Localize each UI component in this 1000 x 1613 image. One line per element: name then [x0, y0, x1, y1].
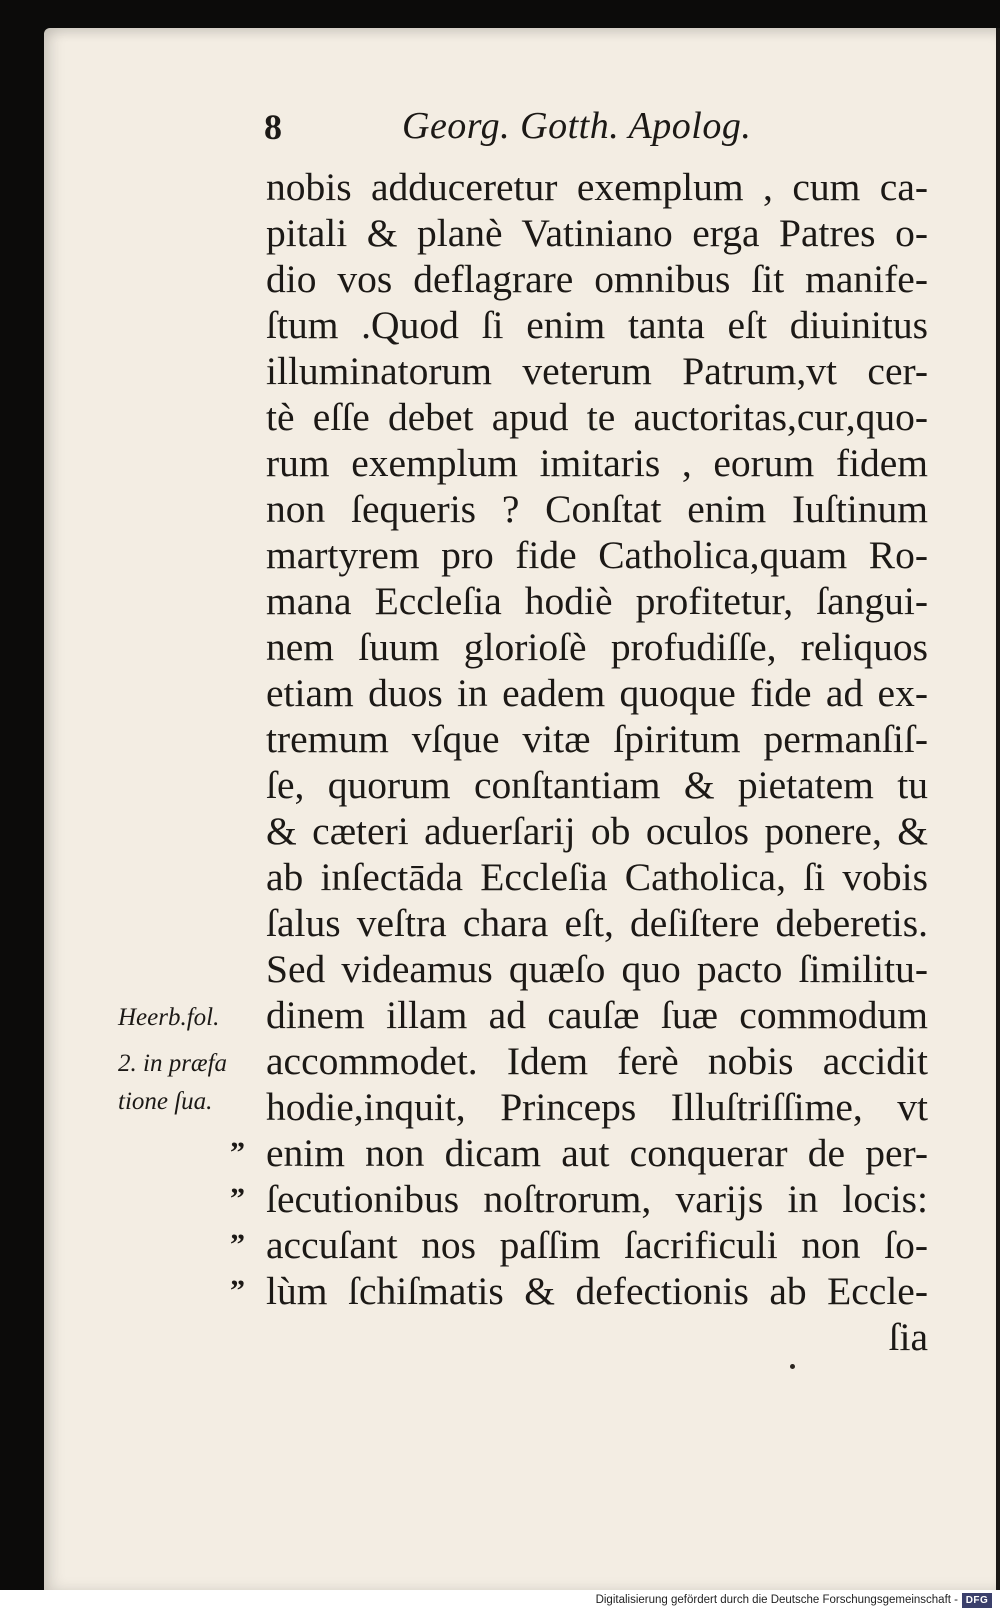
text-line: pitali & planè Vatiniano erga Patres o- — [266, 211, 928, 255]
text-line: enim non dicam aut conquerar de per- — [266, 1131, 928, 1175]
text-line: & cæteri aduerſarij ob oculos ponere, & — [266, 809, 928, 853]
ink-speck — [790, 1364, 795, 1369]
text-line: ſecutionibus noſtrorum, varijs in locis: — [266, 1177, 928, 1221]
text-line: accuſant nos paſſim ſacrificuli non ſo- — [266, 1223, 928, 1267]
catchword: ſia — [888, 1315, 928, 1359]
running-title: Georg. Gotth. Apolog. — [402, 105, 752, 147]
text-line: ſe, quorum conſtantiam & pietatem tu — [266, 763, 928, 807]
marginal-note-line: Heerb.fol. — [118, 1004, 220, 1031]
text-line: hodie,inquit, Princeps Illuſtriſſime, vt — [266, 1085, 928, 1129]
marginal-note-line: tione ſua. — [118, 1088, 213, 1115]
text-line: ſalus veſtra chara eſt, deſiſtere deberetis. — [266, 901, 928, 945]
marginal-note-line: 2. in præfa — [118, 1050, 228, 1077]
text-line: dio vos deflagrare omnibus ſit manife- — [266, 257, 928, 301]
text-line: nobis adduceretur exemplum , cum ca- — [266, 165, 928, 209]
text-line: nem ſuum glorioſè profudiſſe, reliquos — [266, 625, 928, 669]
quote-mark: ” — [230, 1182, 245, 1215]
quote-mark: ” — [230, 1228, 245, 1261]
quote-mark: ” — [230, 1274, 245, 1307]
digitization-credit: Digitalisierung gefördert durch die Deutsche Forschungsgemeinschaft - — [595, 1594, 958, 1606]
text-line: ſtum .Quod ſi enim tanta eſt diuinitus — [266, 303, 928, 347]
text-line: illuminatorum veterum Patrum,vt cer- — [266, 349, 928, 393]
text-line: rum exemplum imitaris , eorum fidem — [266, 441, 928, 485]
text-line: Sed videamus quæſo quo pacto ſimilitu- — [266, 947, 928, 991]
page-number: 8 — [264, 107, 282, 147]
text-line: accommodet. Idem ferè nobis accidit — [266, 1039, 928, 1083]
text-line: dinem illam ad cauſæ ſuæ commodum — [266, 993, 928, 1037]
text-line: martyrem pro fide Catholica,quam Ro- — [266, 533, 928, 577]
running-head — [264, 100, 824, 160]
text-line: tè eſſe debet apud te auctoritas,cur,quo- — [266, 395, 928, 439]
quote-mark: ” — [230, 1136, 245, 1169]
dfg-logo: DFG — [962, 1593, 992, 1608]
text-line: ab inſectāda Eccleſia Catholica, ſi vobis — [266, 855, 928, 899]
text-line: etiam duos in eadem quoque fide ad ex- — [266, 671, 928, 715]
text-line: non ſequeris ? Conſtat enim Iuſtinum — [266, 487, 928, 531]
footer-bar — [0, 1590, 1000, 1613]
text-line: mana Eccleſia hodiè profitetur, ſangui- — [266, 579, 928, 623]
page-edge — [996, 28, 1000, 1590]
text-line: lùm ſchiſmatis & defectionis ab Eccle- — [266, 1269, 928, 1313]
text-line: tremum vſque vitæ ſpiritum permanſiſ- — [266, 717, 928, 761]
